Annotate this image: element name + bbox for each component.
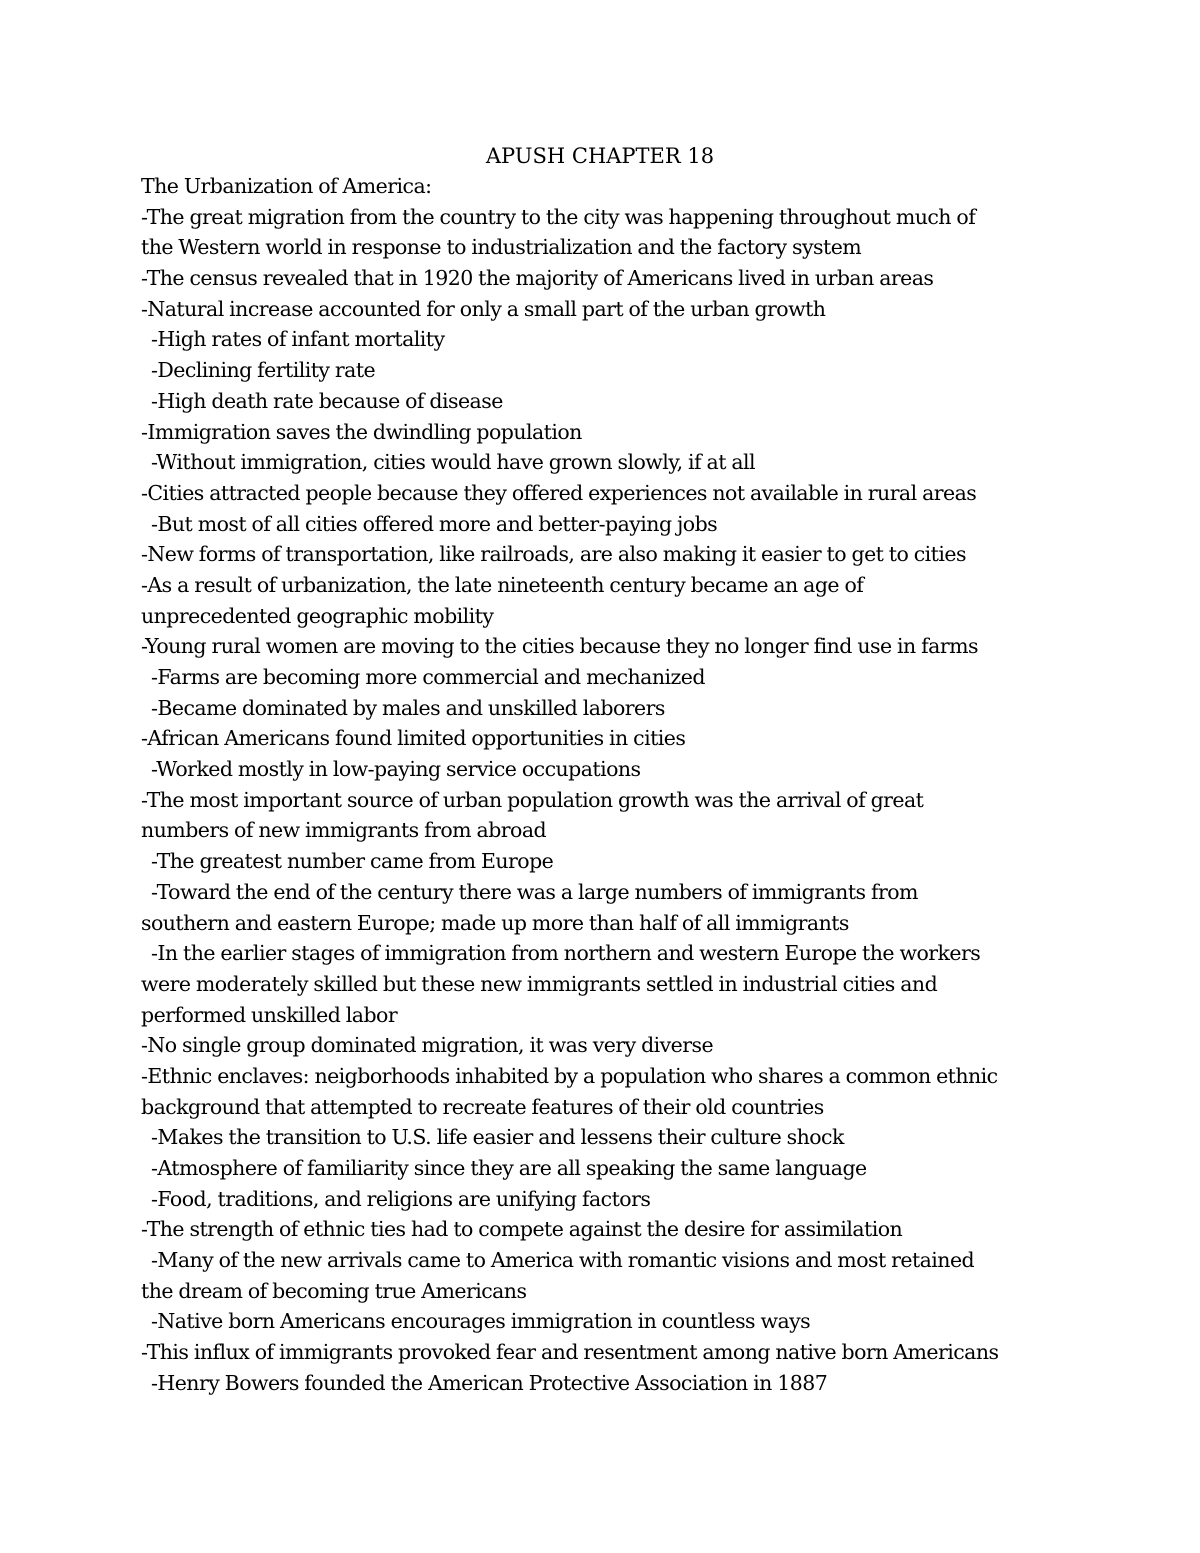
text-line: -As a result of urbanization, the late nineteenth century became an age of [141, 572, 864, 597]
text-line: -Makes the transition to U.S. life easier and lessens their culture shock [151, 1125, 844, 1150]
text-line: -The census revealed that in 1920 the majority of Americans lived in urban areas [141, 266, 934, 291]
text-line: background that attempted to recreate features of their old countries [141, 1094, 824, 1119]
text-line: -The great migration from the country to the city was happening throughout much of [141, 204, 976, 229]
text-line: -The greatest number came from Europe [151, 849, 554, 874]
text-line: -Declining fertility rate [151, 358, 376, 383]
text-line: -Food, traditions, and religions are unifying factors [151, 1186, 651, 1211]
text-line: were moderately skilled but these new immigrants settled in industrial cities and [141, 971, 938, 996]
text-line: -Native born Americans encourages immigration in countless ways [151, 1309, 811, 1334]
text-line: -Toward the end of the century there was a large numbers of immigrants from [151, 879, 918, 904]
text-line: -Worked mostly in low-paying service occupations [151, 757, 641, 782]
text-line: -African Americans found limited opportunities in cities [141, 726, 686, 751]
text-line: -High rates of infant mortality [151, 327, 445, 352]
text-line: -Natural increase accounted for only a small part of the urban growth [141, 296, 826, 321]
text-line: -The strength of ethnic ties had to compete against the desire for assimilation [141, 1217, 903, 1242]
text-line: -Became dominated by males and unskilled laborers [151, 695, 665, 720]
text-line: -Without immigration, cities would have grown slowly, if at all [151, 450, 756, 475]
text-line: The Urbanization of America: [141, 174, 432, 198]
document-title: APUSH CHAPTER 18 [485, 144, 715, 168]
text-line: numbers of new immigrants from abroad [141, 818, 547, 843]
text-line: -This influx of immigrants provoked fear and resentment among native born Americans [141, 1340, 999, 1365]
text-line: -Farms are becoming more commercial and mechanized [151, 665, 705, 689]
text-line: -High death rate because of disease [151, 388, 503, 413]
text-line: -In the earlier stages of immigration from northern and western Europe the workers [151, 941, 981, 966]
text-line: -Ethnic enclaves: neigborhoods inhabited by a population who shares a common ethnic [141, 1063, 998, 1088]
text-line: -Young rural women are moving to the cities because they no longer find use in farms [141, 634, 978, 659]
text-line: -Many of the new arrivals came to America with romantic visions and most retained [151, 1248, 975, 1273]
text-line: -Cities attracted people because they offered experiences not available in rural areas [141, 480, 977, 505]
text-line: -No single group dominated migration, it was very diverse [141, 1033, 714, 1058]
text-line: -The most important source of urban population growth was the arrival of great [141, 787, 924, 812]
text-line: southern and eastern Europe; made up more than half of all immigrants [141, 910, 849, 935]
text-line: -But most of all cities offered more and better-paying jobs [151, 511, 718, 536]
text-line: the Western world in response to industrialization and the factory system [141, 235, 862, 260]
text-line: the dream of becoming true Americans [141, 1278, 527, 1303]
text-line: -Immigration saves the dwindling population [141, 419, 582, 444]
text-line: -Henry Bowers founded the American Protective Association in 1887 [151, 1370, 828, 1395]
text-line: performed unskilled labor [141, 1002, 398, 1027]
document-body [141, 171, 1071, 1399]
text-line: -Atmosphere of familiarity since they are all speaking the same language [151, 1156, 867, 1180]
text-line: unprecedented geographic mobility [141, 603, 494, 628]
text-line: -New forms of transportation, like railroads, are also making it easier to get to cities [141, 542, 966, 567]
